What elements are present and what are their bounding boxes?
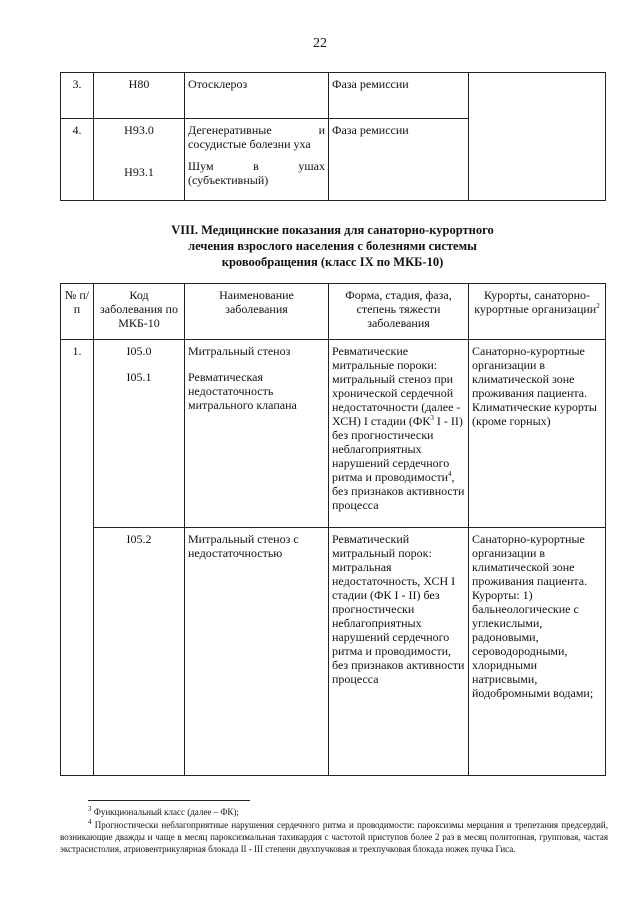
footnote-text: Прогностически неблагоприятные нарушения сердечного ритма и проводимости: пароксизмы мерцания и трепетания предсердий, возникающие дважды и чаще в месяц пароксизмальная тахикардия с частотой приступов более 2 раз в месяц политопная, групповая, частая экстрасистолия, атриовентрикулярная блокада II - III степени двухпучковая и трехпучковая блокада ножек пучка Гиса.: [60, 820, 608, 854]
row-code: I05.0: [126, 344, 152, 358]
form-text: , без признаков активности процесса: [332, 470, 465, 512]
table-row: [61, 528, 606, 776]
footnote-3: [88, 806, 608, 818]
row-form: Ревматический митральный порок: митральная недостаточность, ХСН I стадии (ФК I - II) без прогностически неблагоприятных нарушений сердечного ритма и проводимости, без признаков активности процесса: [329, 528, 469, 776]
page-number: 22: [313, 36, 327, 51]
footnote-divider: [88, 800, 250, 801]
row-code: I05.2: [94, 528, 185, 776]
table-row: [61, 340, 606, 528]
row-code: H80: [94, 73, 185, 119]
header-num: № п/п: [61, 284, 94, 340]
row-name: Дегенеративные и сосудистые болезни уха: [188, 123, 325, 151]
section-title-line: лечения взрослого населения с болезнями системы: [188, 239, 477, 253]
footnote-4: [60, 819, 608, 855]
table-cardiovascular: [60, 283, 606, 776]
row-code: H93.1: [124, 165, 154, 179]
row-resort: Санаторно-курортные организации в климатической зоне проживания пациента. Курорты: 1) бальнеологические с углекислыми, радоновыми, сероводородными, хлоридными натрисвыми, йодобромными водами;: [469, 528, 606, 776]
form-text: Ревматические митральные пороки: митральный стеноз при хронической сердечной недостаточности (далее - ХСН) I стадии (ФК: [332, 344, 461, 428]
row-code: H93.0: [124, 123, 154, 137]
row-form: [329, 340, 469, 528]
footnote-ref: 4: [448, 470, 452, 478]
row-name: Шум в ушах (субъективный): [188, 159, 325, 187]
row-phase: Фаза ремиссии: [329, 119, 469, 201]
row-names: [185, 340, 329, 528]
footnote-text: Функциональный класс (далее – ФК);: [91, 807, 239, 817]
row-codes: [94, 119, 185, 201]
row-num: 1.: [61, 340, 94, 776]
footnote-ref: 2: [596, 302, 600, 310]
row-name: Отосклероз: [185, 73, 329, 119]
section-title-line: VIII. Медицинские показания для санаторно-курортного: [171, 223, 494, 237]
row-resort: Санаторно-курортные организации в климатической зоне проживания пациента. Климатические курорты (кроме горных): [469, 340, 606, 528]
header-form: Форма, стадия, фаза, степень тяжести заболевания: [329, 284, 469, 340]
table-header-row: [61, 284, 606, 340]
footnote-mark: 3: [88, 805, 92, 813]
header-name: Наименование заболевания: [185, 284, 329, 340]
row-names: [185, 119, 329, 201]
row-codes: [94, 340, 185, 528]
section-title-line: кровообращения (класс IX по МКБ-10): [221, 255, 444, 269]
row-name: Ревматическая недостаточность митрального клапана: [188, 370, 297, 412]
footnote-ref: 3: [430, 414, 434, 422]
row-phase: Фаза ремиссии: [329, 73, 469, 119]
header-resorts: [469, 284, 606, 340]
table-row: [61, 73, 606, 119]
row-num: 4.: [61, 119, 94, 201]
header-resorts-text: Курорты, санаторно-курортные организации: [474, 288, 597, 316]
header-code: Код заболевания по МКБ-10: [94, 284, 185, 340]
row-code: I05.1: [126, 370, 152, 384]
row-name: Митральный стеноз с недостаточностью: [185, 528, 329, 776]
row-num: 3.: [61, 73, 94, 119]
footnote-mark: 4: [88, 818, 92, 826]
table-continuation: [60, 72, 606, 201]
section-title: [60, 222, 605, 270]
row-name: Митральный стеноз: [188, 344, 291, 358]
form-text: I - II) без прогностически неблагоприятных нарушений сердечного ритма и проводимости: [332, 414, 463, 484]
row-resort-empty: [469, 73, 606, 201]
